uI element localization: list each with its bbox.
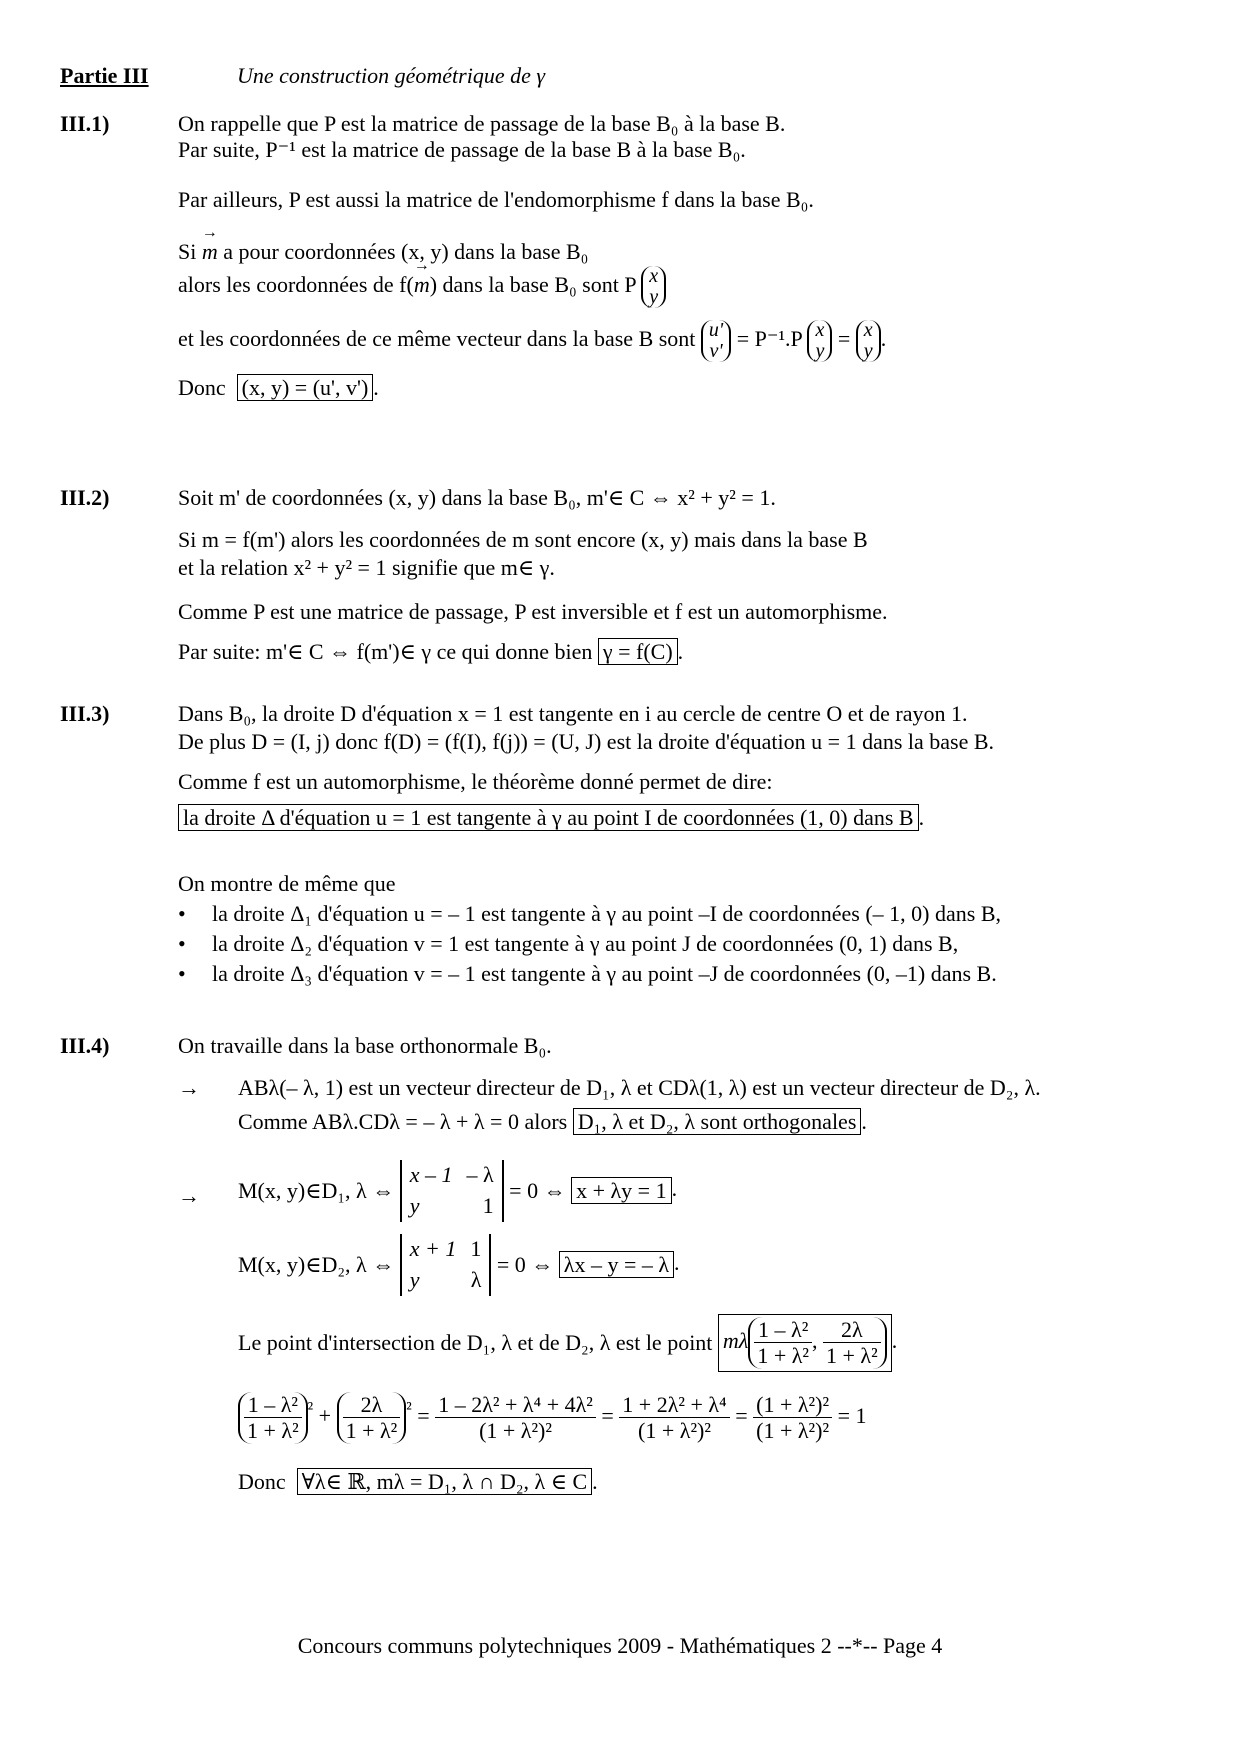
text-line: Donc ∀λ∈ ℝ, mλ = D₁, λ ∩ D₂, λ ∈ C . [238, 1469, 598, 1494]
text-line: Par ailleurs, P est aussi la matrice de l'endomorphisme f dans la base B₀. [178, 187, 814, 212]
boxed-result: ∀λ∈ ℝ, mλ = D₁, λ ∩ D₂, λ ∈ C [297, 1468, 593, 1495]
text-line: De plus D = (I, j) donc f(D) = (f(I), f(j)) = (U, J) est la droite d'équation u = 1 dans la base B. [178, 729, 995, 754]
text-line: Si → m a pour coordonnées (x, y) dans la base B₀ [178, 238, 588, 266]
determinant: x + 1 1 y λ [400, 1234, 492, 1296]
text-line: la droite Δ d'équation u = 1 est tangente à γ au point I de coordonnées (1, 0) dans B . [178, 804, 924, 832]
column-vector: x y [856, 320, 881, 362]
vector-m: → m [414, 271, 430, 299]
section-number: III.2) [60, 485, 110, 510]
equation-line: Le point d'intersection de D₁, λ et de D₂, λ est le point mλ $\frac{\text{1 – λ²}}{\text{1 + λ²}}$ , $\frac{2\lambda}{\text{1 + λ²}}$ . [238, 1314, 897, 1372]
part-header [60, 62, 546, 90]
text-line: Si m = f(m') alors les coordonnées de m sont encore (x, y) mais dans la base B [178, 527, 868, 552]
boxed-result: (x, y) = (u', v') [237, 374, 374, 401]
determinant: x – 1 – λ y 1 [400, 1160, 504, 1222]
boxed-result: D₁, λ et D₂, λ sont orthogonales [573, 1108, 862, 1135]
vector-m: → m [202, 238, 218, 266]
text-line: alors les coordonnées de f(→ m) dans la base B₀ sont P x y [178, 266, 666, 308]
text-line: On rappelle que P est la matrice de passage de la base B₀ à la base B. [178, 111, 786, 136]
text-line: On montre de même que [178, 871, 396, 896]
text-line: Par suite: m'∈ C ⇔ f(m')∈ γ ce qui donne bien γ = f(C) . [178, 639, 684, 664]
column-vector: x y [807, 320, 832, 362]
text-line: → ABλ(– λ, 1) est un vecteur directeur de D₁, λ et CDλ(1, λ) est un vecteur directeur de D₂, λ. [178, 1075, 1041, 1100]
boxed-result: la droite Δ d'équation u = 1 est tangente à γ au point I de coordonnées (1, 0) dans B [178, 804, 919, 831]
text-line: et la relation x² + y² = 1 signifie que m∈ γ. [178, 555, 555, 580]
section-number: III.4) [60, 1033, 110, 1058]
part-title: Une construction géométrique de γ [237, 63, 546, 88]
bullet-item: • la droite Δ₁ d'équation u = – 1 est tangente à γ au point –I de coordonnées (– 1, 0) dans B, [178, 901, 1001, 926]
text-line: Comme f est un automorphisme, le théorème donné permet de dire: [178, 769, 773, 794]
bullet-item: • la droite Δ₃ d'équation v = – 1 est tangente à γ au point –J de coordonnées (0, –1) dans B. [178, 961, 997, 986]
page-footer: Concours communs polytechniques 2009 - Mathématiques 2 --*-- Page 4 [297, 1633, 943, 1658]
boxed-result: mλ $\frac{\text{1 – λ²}}{\text{1 + λ²}}$ , $\frac{2\lambda}{\text{1 + λ²}}$ [718, 1314, 892, 1372]
text-line: Soit m' de coordonnées (x, y) dans la base B₀, m'∈ C ⇔ x² + y² = 1. [178, 485, 776, 510]
bullet-item: • la droite Δ₂ d'équation v = 1 est tangente à γ au point J de coordonnées (0, 1) dans B, [178, 931, 959, 956]
text-line: Dans B₀, la droite D d'équation x = 1 est tangente en i au cercle de centre O et de rayon 1. [178, 701, 968, 726]
column-vector: u' v' [701, 320, 731, 362]
boxed-result: x + λy = 1 [571, 1177, 671, 1204]
equation-line: $\frac{\text{1 – λ²}}{\text{1 + λ²}}$ $^{^2}$ + $\frac{2\lambda}{\text{1 + λ²}}$ $^{^2}$ = $\frac{\text{1 – 2λ² + λ⁴ + 4λ²}}{\text{(1 + λ²)²}}$ = $\frac{\text{1 + 2λ² + λ⁴}}{\text{(1 + λ²)²}}$ = $\frac{\text{(1 + λ²)²}}{\text{(1 + λ²)²}}$ = 1 [238, 1392, 866, 1444]
part-label: Partie III [60, 63, 149, 88]
arrow-marker: → [178, 1183, 200, 1208]
text-line: Par suite, P⁻¹ est la matrice de passage de la base B à la base B₀. [178, 137, 746, 162]
text-line: Donc (x, y) = (u', v') . [178, 375, 379, 400]
boxed-result: λx – y = – λ [559, 1251, 674, 1278]
section-number: III.3) [60, 701, 110, 726]
column-vector: x y [641, 266, 666, 308]
text-line: Comme ABλ.CDλ = – λ + λ = 0 alors D₁, λ et D₂, λ sont orthogonales . [238, 1109, 867, 1134]
text-line: et les coordonnées de ce même vecteur dans la base B sont u' v' = P⁻¹.P x y = x y . [178, 319, 887, 362]
text-line: On travaille dans la base orthonormale B₀. [178, 1033, 552, 1058]
equation-line: M(x, y)∈D₂, λ ⇔ x + 1 1 y λ = 0 ⇔ λx – y = – λ . [238, 1234, 680, 1296]
arrow-marker: → [178, 1075, 200, 1100]
boxed-result: γ = f(C) [598, 638, 678, 665]
section-number: III.1) [60, 111, 110, 136]
text-line: Comme P est une matrice de passage, P est inversible et f est un automorphisme. [178, 599, 888, 624]
equation-line: → M(x, y)∈D₁, λ ⇔ x – 1 – λ y 1 = 0 ⇔ x + λy = 1 . [178, 1160, 677, 1222]
